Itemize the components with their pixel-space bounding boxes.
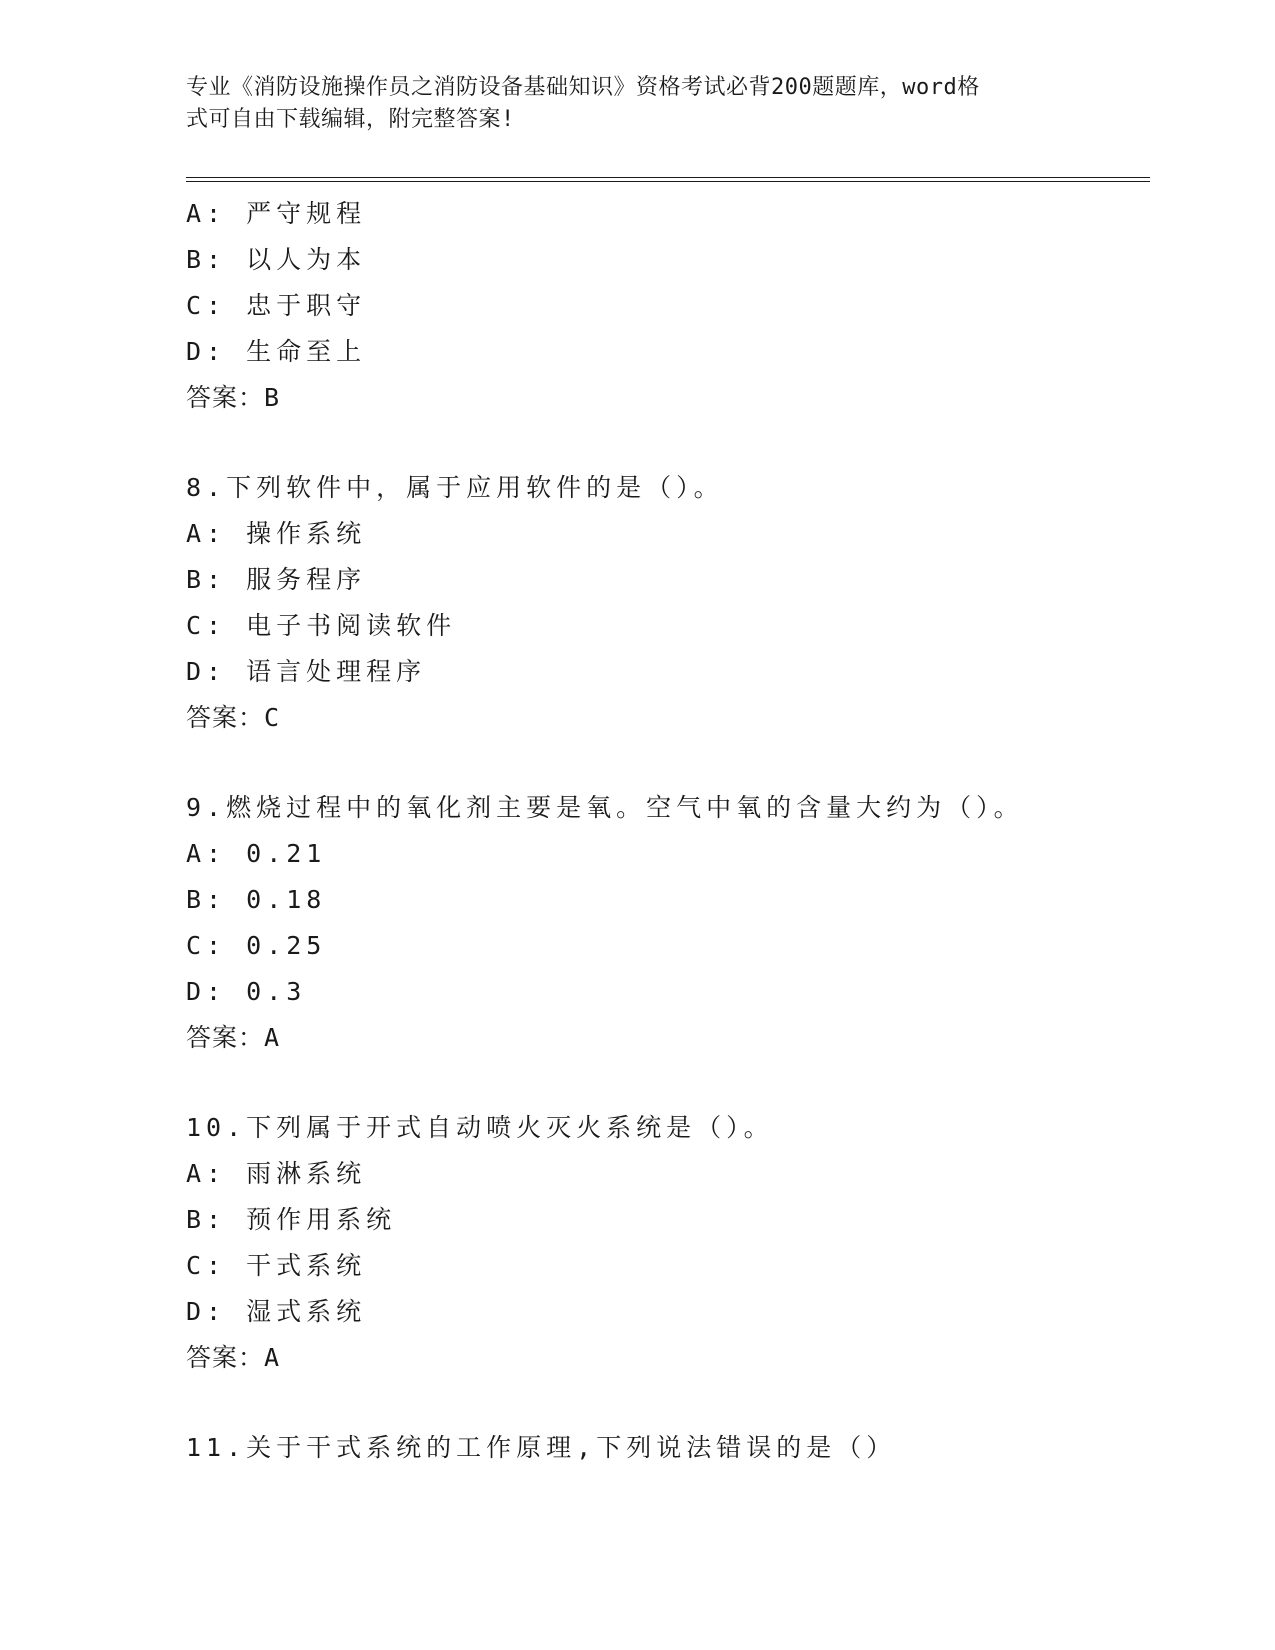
question-11-block <box>186 1425 1146 1471</box>
option-b: B: 0.18 <box>186 885 327 914</box>
document-header <box>186 72 1086 136</box>
header-line-2: 式可自由下载编辑，附完整答案! <box>186 107 515 132</box>
option-a: A: 0.21 <box>186 839 327 868</box>
option-d: D: 生命至上 <box>186 337 367 366</box>
answer: 答案：A <box>186 1023 281 1052</box>
question-9-block <box>186 785 1146 1061</box>
option-b: B: 预作用系统 <box>186 1205 397 1234</box>
question-list <box>186 191 1146 1471</box>
answer: 答案：C <box>186 703 281 732</box>
question-text: 10.下列属于开式自动喷火灭火系统是（）。 <box>186 1113 774 1142</box>
header-divider-bottom <box>186 181 1150 182</box>
option-a: A: 操作系统 <box>186 519 367 548</box>
question-10-block <box>186 1105 1146 1381</box>
option-c: C: 电子书阅读软件 <box>186 611 457 640</box>
answer: 答案：A <box>186 1343 281 1372</box>
question-text: 11.关于干式系统的工作原理,下列说法错误的是（） <box>186 1433 897 1462</box>
answer: 答案：B <box>186 383 281 412</box>
option-d: D: 湿式系统 <box>186 1297 367 1326</box>
option-b: B: 服务程序 <box>186 565 367 594</box>
question-text: 9.燃烧过程中的氧化剂主要是氧。空气中氧的含量大约为（）。 <box>186 793 1024 822</box>
option-d: D: 语言处理程序 <box>186 657 427 686</box>
question-text: 8.下列软件中，属于应用软件的是（）。 <box>186 473 724 502</box>
header-divider-top <box>186 177 1150 178</box>
question-7-block <box>186 191 1146 421</box>
header-line-1: 专业《消防设施操作员之消防设备基础知识》资格考试必背200题题库，word格 <box>186 75 980 100</box>
option-c: C: 忠于职守 <box>186 291 367 320</box>
option-a: A: 严守规程 <box>186 199 367 228</box>
option-a: A: 雨淋系统 <box>186 1159 367 1188</box>
option-c: C: 0.25 <box>186 931 327 960</box>
option-c: C: 干式系统 <box>186 1251 367 1280</box>
option-b: B: 以人为本 <box>186 245 367 274</box>
question-8-block <box>186 465 1146 741</box>
option-d: D: 0.3 <box>186 977 307 1006</box>
